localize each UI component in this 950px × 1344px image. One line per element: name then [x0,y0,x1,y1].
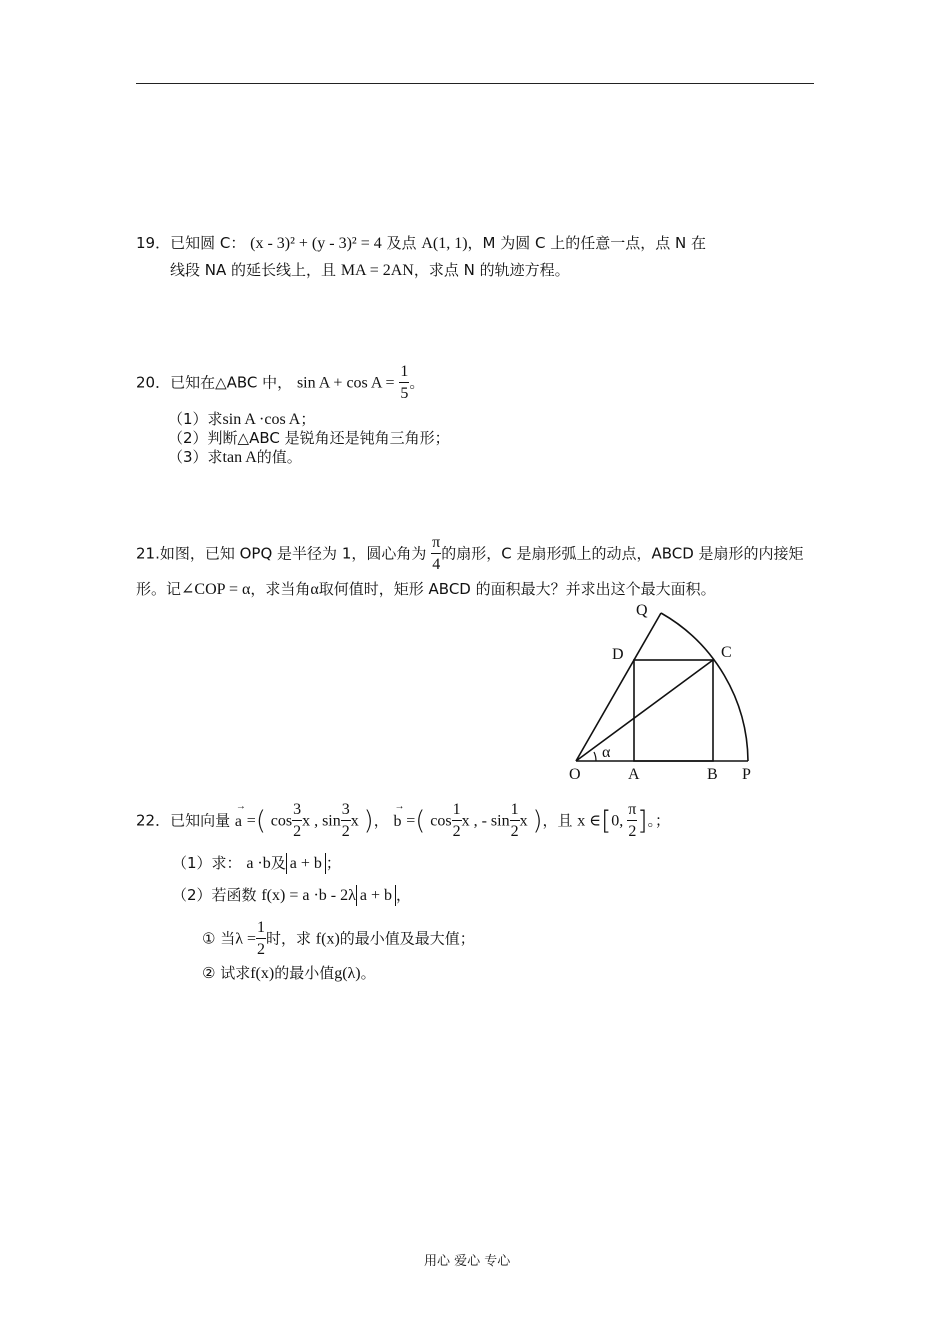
fraction-3-2: $\frac{3}{2}$ [293,801,302,840]
rectangle-abcd [634,660,713,761]
label-a: A [628,766,640,783]
fraction-1-2: $\frac{1}{2}$ [510,801,519,840]
angle-alpha-arc [594,752,596,761]
fraction-1-2: $\frac{1}{2}$ [452,801,461,840]
problem-number: 22． [136,811,171,830]
problem-22-sub-2: ② 试求f(x)的最小值g(λ)。 [202,964,376,982]
label-o: O [569,766,581,783]
vector-b: → b [393,800,405,830]
vector-arrow-icon: → [235,800,246,812]
fraction-pi-over-4: $\frac{\pi}{4}$ [432,534,441,573]
fraction-3-2: $\frac{3}{2}$ [341,801,350,840]
problem-22-line-1: 22．已知向量 → a =( cos $\frac{3}{2}$ x , sin $\frac{3}{2}$ x )， → b =( cos $\frac{1}{2}$ x , - sin $\frac{1}{2}$ x )，且 x ∈[0, $\frac{\pi}{2}$ ]。； [136,800,671,840]
problem-20-line-1: 20．已知在△ABC 中， sin A + cos A = $\frac{1}{5}$ 。 [136,363,425,402]
circle-equation: (x - 3)² + (y - 3)² = 4 [250,235,382,252]
problem-21-line-1: 21.如图，已知 OPQ 是半径为 1，圆心角为 $\frac{\pi}{4}$ 的扇形，C 是扇形弧上的动点，ABCD 是扇形的内接矩 [136,534,804,573]
problem-22-sub-1: ① 当λ = $\frac{1}{2}$ 时，求 f(x)的最小值及最大值； [202,919,475,958]
problem-number: 20． [136,373,171,392]
problem-20-q1: （1）求sin A ·cos A； [168,410,316,428]
sum-equation: sin A + cos A = [296,374,395,392]
problem-20-q2: （2）判断△ABC 是锐角还是钝角三角形； [168,429,450,447]
label-d: D [612,646,624,663]
sector-figure [560,600,770,790]
fraction-one-fifth: $\frac{1}{5}$ [400,363,409,402]
problem-20-q3: （3）求tan A的值。 [168,448,302,466]
page-footer: 用心 爱心 专心 [424,1254,511,1269]
label-q: Q [636,602,648,619]
ma-equation: MA = 2AN [340,262,414,279]
segment-oq [576,613,661,761]
fraction-pi-over-2: $\frac{\pi}{2}$ [628,801,637,840]
angle-definition: ∠COP = α [181,581,251,598]
problem-22-q2: （2）若函数 f(x) = a ·b - 2λ a + b ， [172,886,411,904]
label-c: C [721,644,732,661]
vector-arrow-icon: → [394,800,405,812]
problem-number: 19． [136,234,171,252]
header-rule [136,83,814,84]
label-b: B [707,766,718,783]
label-alpha: α [602,744,611,761]
label-p: P [742,766,751,783]
problem-22-q1: （1）求： a ·b及 a + b ； [172,854,341,872]
fraction-1-2: $\frac{1}{2}$ [257,919,265,958]
vector-a: → a [234,800,246,830]
arc-pq [661,613,748,761]
point-a: A(1, 1) [421,235,468,252]
segment-oc [576,660,713,761]
problem-19-line-2: 线段 NA 的延长线上，且 MA = 2AN，求点 N 的轨迹方程。 [170,261,570,279]
problem-19-line-1: 19．已知圆 C： (x - 3)² + (y - 3)² = 4 及点 A(1, 1)，M 为圆 C 上的任意一点，点 N 在 [136,234,707,252]
problem-number: 21. [136,544,160,563]
problem-21-line-2: 形。记∠COP = α，求当角α取何值时，矩形 ABCD 的面积最大？并求出这个最大面积。 [136,580,716,598]
